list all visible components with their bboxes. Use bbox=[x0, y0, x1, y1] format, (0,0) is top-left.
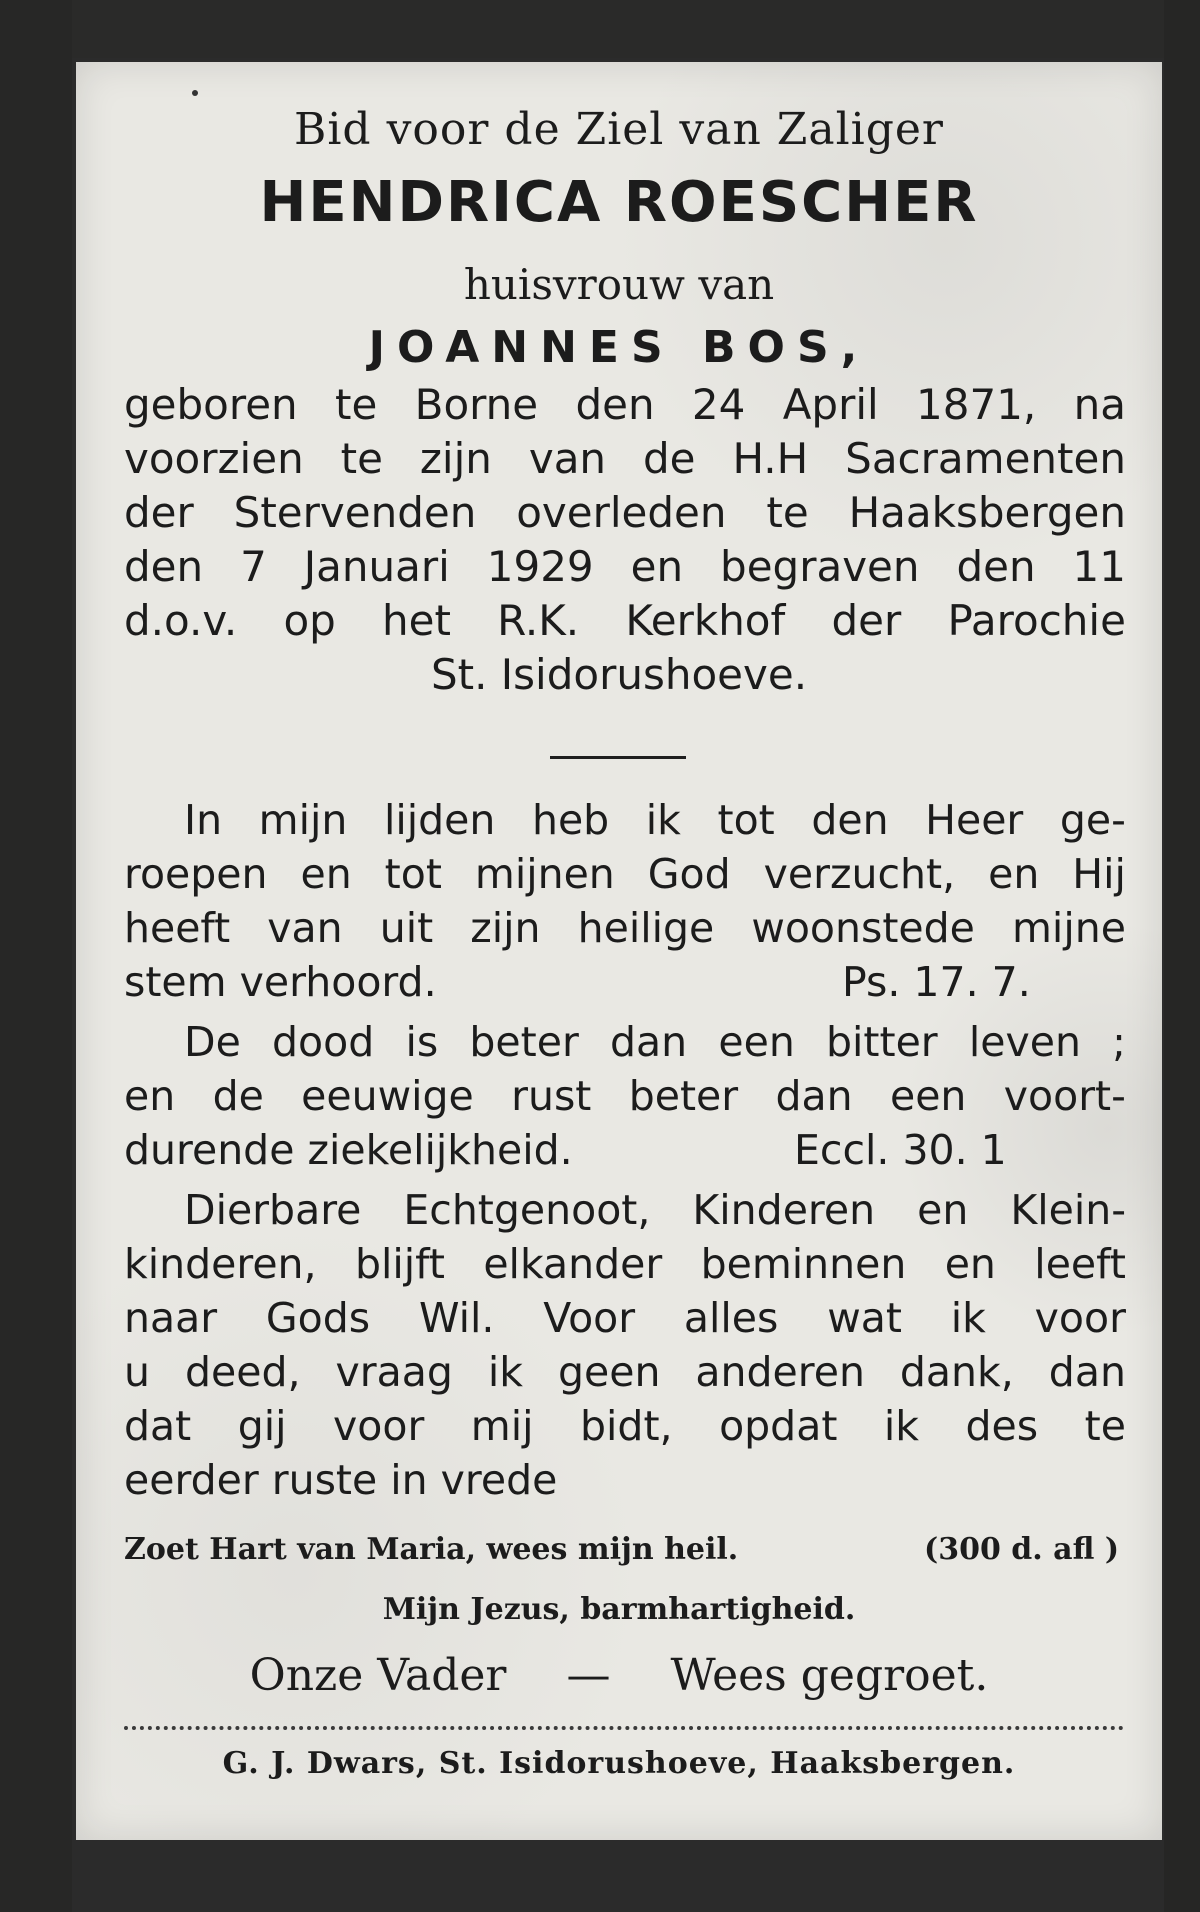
psalm-reference: Ps. 17. 7. bbox=[842, 958, 1031, 1006]
prayer-mercy: Mijn Jezus, barmhartigheid. bbox=[382, 1592, 856, 1627]
farewell-line: eerder ruste in vrede bbox=[124, 1456, 558, 1504]
farewell-line: u deed, vraag ik geen anderen dank, dan bbox=[124, 1348, 1126, 1396]
ink-speck bbox=[192, 90, 198, 96]
bio-line: voorzien te zijn van de H.H Sacramenten bbox=[124, 434, 1126, 483]
farewell-line: dat gij voor mij bidt, opdat ik des te bbox=[124, 1402, 1126, 1450]
scan-background-top bbox=[0, 0, 1200, 58]
farewell-line: Dierbare Echtgenoot, Kinderen en Klein- bbox=[184, 1186, 1126, 1234]
section-divider bbox=[550, 756, 686, 759]
ecclesiasticus-reference: Eccl. 30. 1 bbox=[794, 1126, 1007, 1174]
deceased-name: HENDRICA ROESCHER bbox=[259, 170, 979, 235]
memorial-card bbox=[76, 62, 1162, 1840]
indulgence-note: (300 d. afl ) bbox=[924, 1532, 1120, 1567]
dotted-rule bbox=[124, 1726, 1124, 1730]
card-heading: Bid voor de Ziel van Zaliger bbox=[294, 104, 944, 155]
our-father: Onze Vader bbox=[249, 1650, 507, 1701]
verse-line: roepen en tot mijnen God verzucht, en Hij bbox=[124, 850, 1126, 898]
scan-background-left bbox=[0, 0, 72, 1912]
printer-credit: G. J. Dwars, St. Isidorushoeve, Haaksbergen. bbox=[222, 1746, 1016, 1781]
dash-separator: — bbox=[566, 1650, 611, 1701]
farewell-line: kinderen, blijft elkander beminnen en leeft bbox=[124, 1240, 1126, 1288]
prayer-sacred-heart: Zoet Hart van Maria, wees mijn heil. bbox=[124, 1532, 739, 1567]
verse-line: stem verhoord. bbox=[124, 958, 437, 1006]
bio-line: den 7 Januari 1929 en begraven den 11 bbox=[124, 542, 1126, 591]
relation-text: huisvrouw van bbox=[463, 260, 775, 309]
verse-line: In mijn lijden heb ik tot den Heer ge- bbox=[184, 796, 1126, 844]
bio-line: geboren te Borne den 24 April 1871, na bbox=[124, 380, 1126, 429]
farewell-line: naar Gods Wil. Voor alles wat ik voor bbox=[124, 1294, 1126, 1342]
verse-line: durende ziekelijkheid. bbox=[124, 1126, 573, 1174]
verse-line: heeft van uit zijn heilige woonstede mijne bbox=[124, 904, 1126, 952]
prayer-closing bbox=[76, 1650, 1162, 1701]
scan-background-right bbox=[1164, 0, 1200, 1912]
verse-line: en de eeuwige rust beter dan een voort- bbox=[124, 1072, 1126, 1120]
husband-name: JOANNES BOS, bbox=[368, 322, 870, 373]
bio-line-parish: St. Isidorushoeve. bbox=[430, 650, 808, 699]
verse-line: De dood is beter dan een bitter leven ; bbox=[184, 1018, 1126, 1066]
bio-line: der Stervenden overleden te Haaksbergen bbox=[124, 488, 1126, 537]
bio-line: d.o.v. op het R.K. Kerkhof der Parochie bbox=[124, 596, 1126, 645]
hail-mary: Wees gegroet. bbox=[670, 1650, 989, 1701]
